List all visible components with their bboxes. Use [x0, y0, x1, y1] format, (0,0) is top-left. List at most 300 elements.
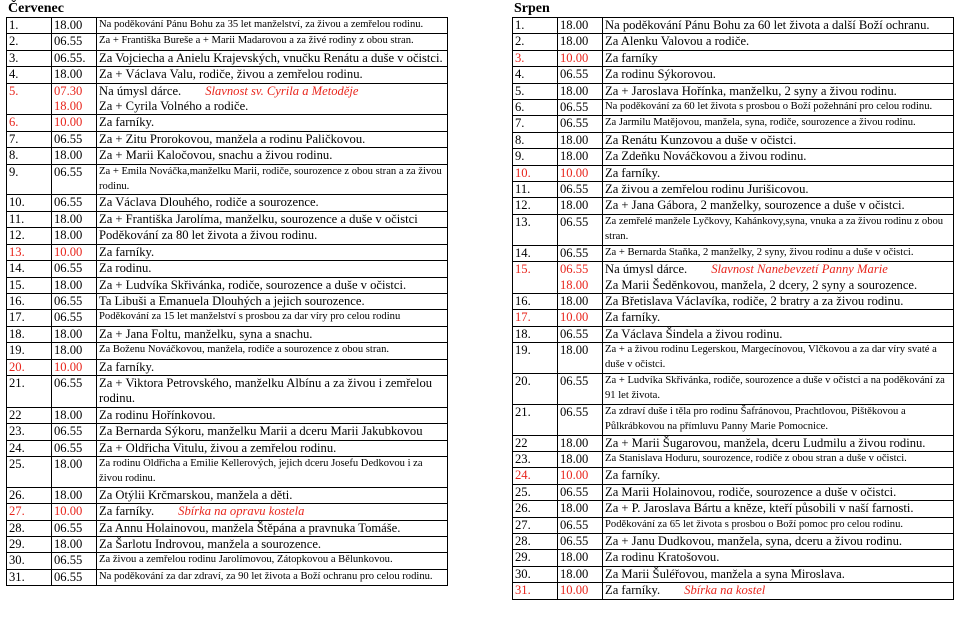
time-cell [558, 116, 603, 132]
intention-text: Na úmysl dárce. [99, 83, 182, 98]
day-cell: 30. [7, 553, 52, 569]
day-cell: 5. [513, 83, 558, 99]
time-cell [558, 245, 603, 261]
time-cell [52, 537, 97, 553]
time: 06.55 [54, 34, 83, 49]
feast-note: Sbírka na kostel [684, 583, 766, 598]
intention-text: Za + Václava Valu, rodiče, živou a zemřelou rodinu. [99, 67, 363, 82]
day-cell: 16. [513, 293, 558, 309]
intention-text: Za Václava Dlouhého, rodiče a sourozence. [99, 195, 319, 210]
time: 06.55 [560, 326, 589, 341]
table-row [7, 67, 448, 83]
table-row [513, 326, 954, 342]
table-row [513, 534, 954, 550]
time: 18.00 [560, 435, 589, 450]
time-cell [558, 67, 603, 83]
table-row [513, 435, 954, 451]
time-cell [558, 198, 603, 214]
table-row [513, 132, 954, 148]
time: 18.00 [560, 83, 589, 98]
day-cell: 23. [7, 424, 52, 440]
time-cell [52, 83, 97, 115]
time: 06.55 [560, 245, 589, 260]
time-cell [52, 343, 97, 359]
table-row [7, 277, 448, 293]
intention-text: Na úmysl dárce. [605, 262, 688, 277]
intention-text: Za farníky. [605, 468, 661, 483]
table-row [513, 310, 954, 326]
time: 18.00 [560, 566, 589, 581]
august-column [512, 0, 954, 600]
time: 06.55 [54, 440, 83, 455]
time: 06.55 [560, 404, 589, 419]
time: 18.00 [54, 211, 83, 226]
time: 18.00 [560, 293, 589, 308]
day-cell: 20. [7, 359, 52, 375]
intention-text: Za Jarmilu Matějovou, manžela, syna, rodiče, sourozence a živou rodinu. [605, 117, 916, 129]
intention-cell [97, 34, 448, 50]
july-column [6, 0, 448, 586]
time-cell [52, 520, 97, 536]
table-row [7, 115, 448, 131]
day-cell: 30. [513, 566, 558, 582]
time: 06.55 [560, 484, 589, 499]
intention-text: Za rodinu Sýkorovou. [605, 67, 716, 82]
time: 10.00 [54, 504, 83, 519]
time: 06.55 [54, 569, 83, 584]
time: 10.00 [560, 468, 589, 483]
intention-cell [97, 504, 448, 520]
time-cell [558, 566, 603, 582]
time-cell [52, 244, 97, 260]
time-cell [52, 407, 97, 423]
intention-cell [97, 67, 448, 83]
intention-cell [603, 132, 954, 148]
intention-text: Za + Ludvíka Skřivánka, rodiče, sourozence a duše v očistci. [99, 277, 407, 292]
intention-text: Za farníky. [605, 583, 661, 598]
day-cell: 18. [513, 326, 558, 342]
intention-cell [97, 131, 448, 147]
intention-text: Za Bernarda Sýkoru, manželku Marii a dceru Marii Jakubkovou [99, 424, 423, 439]
time-cell [558, 149, 603, 165]
intention-cell [97, 164, 448, 195]
intention-cell [97, 520, 448, 536]
time-cell [558, 534, 603, 550]
time: 06.55 [560, 67, 589, 82]
intention-text: Za Marii Holainovou, rodiče, sourozence a duše v očistci. [605, 484, 897, 499]
time: 18.00 [54, 18, 83, 32]
time-cell [558, 451, 603, 467]
time-cell [558, 132, 603, 148]
intention-cell [603, 262, 954, 294]
day-cell: 19. [7, 343, 52, 359]
intention-cell [603, 50, 954, 66]
intention-text: Na poděkování za dar zdraví, za 90 let života a Boží ochranu pro celou rodinu. [99, 570, 433, 582]
time-cell [52, 115, 97, 131]
time: 18.00 [54, 487, 83, 502]
intention-cell [603, 501, 954, 517]
intention-text: Za Otýlii Krčmarskou, manžela a děti. [99, 487, 293, 502]
time: 06.55 [54, 195, 83, 210]
table-row [7, 359, 448, 375]
intention-text: Za + Jana Foltu, manželku, syna a snachu. [99, 326, 313, 341]
intention-text: Poděkování za 65 let života s prosbou o Boží pomoc pro celou rodinu. [605, 518, 904, 530]
intention-cell [603, 293, 954, 309]
intention-text: Poděkování za 15 let manželství s prosbou za dar víry pro celou rodinu [99, 311, 401, 323]
time: 10.00 [560, 583, 589, 598]
time-cell [558, 34, 603, 50]
table-row [513, 100, 954, 116]
day-cell: 16. [7, 293, 52, 309]
day-cell: 27. [7, 504, 52, 520]
day-cell: 6. [513, 100, 558, 116]
month-heading: Červenec [8, 1, 64, 16]
intention-cell [603, 182, 954, 198]
day-cell: 5. [7, 83, 52, 115]
time-cell [52, 18, 97, 34]
intention-cell [603, 18, 954, 34]
intention-text: Za Renátu Kunzovou a duše v očistci. [605, 132, 797, 147]
time-cell [52, 148, 97, 164]
time: 18.00 [54, 228, 83, 243]
day-cell: 26. [513, 501, 558, 517]
time-cell [52, 456, 97, 487]
table-row [7, 261, 448, 277]
table-row [513, 343, 954, 374]
time-cell [558, 83, 603, 99]
time-cell [558, 404, 603, 435]
table-row [513, 468, 954, 484]
time: 18.00 [560, 198, 589, 213]
time-cell [52, 50, 97, 66]
day-cell: 24. [7, 440, 52, 456]
intention-cell [603, 198, 954, 214]
intention-text: Za Boženu Nováčkovou, manžela, rodiče a sourozence z obou stran. [99, 344, 390, 356]
intention-text: Za + Emila Nováčka,manželku Marii, rodiče, sourozence z obou stran a za živou rodinu. [99, 165, 442, 192]
table-row [513, 404, 954, 435]
time-cell [558, 484, 603, 500]
intention-cell [97, 343, 448, 359]
day-cell: 22 [7, 407, 52, 423]
time: 10.00 [54, 359, 83, 374]
table-row [513, 484, 954, 500]
table-row [7, 537, 448, 553]
day-cell: 8. [7, 148, 52, 164]
intention-text: Za + Janu Dudkovou, manžela, syna, dceru a živou rodinu. [605, 534, 903, 548]
table-row [7, 131, 448, 147]
intention-text: Za Stanislava Hoduru, sourozence, rodiče z obou stran a duše v očistci. [605, 452, 907, 464]
time: 18.00 [560, 343, 589, 358]
intention-cell [97, 18, 448, 34]
time: 06.55 [54, 310, 83, 325]
day-cell: 4. [513, 67, 558, 83]
time-cell [558, 550, 603, 566]
intention-text: Za + Marii Kaločovou, snachu a živou rodinu. [99, 148, 333, 163]
intention-text: Za Vojciecha a Anielu Krajevských, vnučku Renátu a duše v očistci. [99, 50, 443, 65]
intention-text: Za farníky. [605, 165, 661, 180]
intention-cell [97, 359, 448, 375]
time: 10.00 [560, 50, 589, 65]
table-row [7, 407, 448, 423]
time: 18.00 [560, 501, 589, 516]
time-cell [558, 583, 603, 599]
day-cell: 23. [513, 451, 558, 467]
day-cell: 14. [7, 261, 52, 277]
day-cell: 8. [513, 132, 558, 148]
table-row [513, 198, 954, 214]
day-cell: 29. [513, 550, 558, 566]
intention-cell [603, 67, 954, 83]
intention-text: Za + a živou rodinu Legerskou, Margecínovou, Vlčkovou a za dar víry svaté a duše v očistci. [605, 344, 937, 371]
day-cell: 18. [7, 326, 52, 342]
time: 06.55 [54, 375, 83, 390]
time: 18.00 [560, 18, 589, 32]
feast-note: Sbírka na opravu kostela [178, 504, 305, 519]
time-second: 18.00 [54, 99, 83, 114]
intention-cell [97, 211, 448, 227]
intention-cell [603, 326, 954, 342]
time: 18.00 [54, 456, 83, 471]
day-cell: 14. [513, 245, 558, 261]
intention-text: Za zdraví duše i těla pro rodinu Šafránovou, Prachtlovou, Pištěkovou a Půlkrábkovou na přímluvu Panny Marie Pomocnice. [605, 405, 906, 432]
time: 06.55 [560, 182, 589, 197]
day-cell: 2. [513, 34, 558, 50]
table-row [513, 245, 954, 261]
time-cell [558, 517, 603, 533]
day-cell: 22 [513, 435, 558, 451]
day-cell: 11. [513, 182, 558, 198]
day-cell: 31. [513, 583, 558, 599]
intention-cell [97, 569, 448, 585]
intention-text: Za + Františka Bureše a + Marii Madarovou a za živé rodiny z obou stran. [99, 35, 414, 47]
intention-text: Za + Ludvíka Skřivánka, rodiče, sourozence a duše v očistci a na poděkování za 91 let života. [605, 374, 945, 401]
day-cell: 10. [513, 165, 558, 181]
intention-cell [97, 148, 448, 164]
intention-text: Za farníky. [99, 244, 155, 259]
intention-text: Za + Marii Šugarovou, manžela, dceru Ludmilu a živou rodinu. [605, 435, 926, 450]
time-cell [52, 67, 97, 83]
table-row [7, 50, 448, 66]
time-cell [558, 165, 603, 181]
day-cell: 27. [513, 517, 558, 533]
table-row [513, 149, 954, 165]
time: 18.00 [560, 149, 589, 164]
intention-cell [97, 487, 448, 503]
intention-text: Za Břetislava Václavíka, rodiče, 2 bratry a za živou rodinu. [605, 293, 904, 308]
intention-cell [97, 195, 448, 211]
intention-cell [603, 83, 954, 99]
day-cell: 24. [513, 468, 558, 484]
time-cell [558, 18, 603, 34]
time: 06.55 [54, 164, 83, 179]
intention-cell [603, 566, 954, 582]
time-cell [52, 228, 97, 244]
day-cell: 4. [7, 67, 52, 83]
table-row [513, 50, 954, 66]
intention-cell [603, 404, 954, 435]
intention-cell [97, 456, 448, 487]
intention-cell [97, 375, 448, 407]
time: 06.55 [560, 373, 589, 388]
month-heading: Srpen [514, 1, 550, 16]
intention-cell [97, 310, 448, 326]
time: 06.55 [54, 520, 83, 535]
table-row [513, 293, 954, 309]
table-row [513, 34, 954, 50]
intention-text: Za Zdeňku Nováčkovou a živou rodinu. [605, 149, 807, 164]
time-cell [52, 359, 97, 375]
day-cell: 15. [513, 262, 558, 294]
intention-cell [97, 293, 448, 309]
intention-cell [603, 534, 954, 550]
time-cell [52, 131, 97, 147]
intention-cell [97, 83, 448, 115]
day-cell: 28. [7, 520, 52, 536]
intention-cell [603, 34, 954, 50]
time-cell [558, 100, 603, 116]
time: 18.00 [54, 148, 83, 163]
day-cell: 2. [7, 34, 52, 50]
intention-cell [97, 261, 448, 277]
table-row [7, 569, 448, 585]
day-cell: 10. [7, 195, 52, 211]
time-cell [558, 293, 603, 309]
intention-cell [603, 165, 954, 181]
table-row [513, 517, 954, 533]
intention-cell [97, 228, 448, 244]
day-cell: 9. [513, 149, 558, 165]
time-cell [52, 487, 97, 503]
time: 06.55 [54, 553, 83, 568]
day-cell: 9. [7, 164, 52, 195]
time-cell [52, 553, 97, 569]
table-row [7, 293, 448, 309]
time: 18.00 [54, 277, 83, 292]
time-cell [558, 310, 603, 326]
intention-text: Za farníky. [99, 115, 155, 130]
table-row [7, 164, 448, 195]
time-cell [558, 373, 603, 404]
table-row [7, 424, 448, 440]
time-cell [558, 501, 603, 517]
intention-text: Za farníky [605, 50, 658, 65]
intention-text: Za Marii Šuléřovou, manžela a syna Miroslava. [605, 566, 845, 581]
mass-intentions-table [6, 17, 448, 586]
table-row [513, 67, 954, 83]
day-cell: 15. [7, 277, 52, 293]
day-cell: 29. [7, 537, 52, 553]
day-cell: 1. [513, 18, 558, 34]
intention-cell [603, 583, 954, 599]
time: 18.00 [54, 67, 83, 82]
time: 18.00 [54, 537, 83, 551]
time-cell [52, 424, 97, 440]
time-cell [558, 326, 603, 342]
time: 06.55 [54, 293, 83, 308]
day-cell: 12. [513, 198, 558, 214]
table-row [7, 440, 448, 456]
intention-cell [603, 100, 954, 116]
table-row [7, 211, 448, 227]
table-row [513, 214, 954, 245]
intention-text: Za + Františka Jarolíma, manželku, sourozence a duše v očistci [99, 211, 418, 226]
intention-text: Na poděkování Pánu Bohu za 60 let života a další Boží ochranu. [605, 18, 930, 32]
time-cell [52, 164, 97, 195]
time-cell [52, 310, 97, 326]
feast-note: Slavnost Nanebevzetí Panny Marie [711, 262, 888, 277]
time-cell [558, 50, 603, 66]
table-row [7, 244, 448, 260]
day-cell: 11. [7, 211, 52, 227]
intention-text: Za + P. Jaroslava Bártu a kněze, kteří působili v naší farnosti. [605, 501, 914, 516]
day-cell: 13. [513, 214, 558, 245]
intention-text: Za farníky. [605, 310, 661, 325]
intention-text: Za farníky. [99, 359, 155, 374]
table-row [7, 553, 448, 569]
day-cell: 12. [7, 228, 52, 244]
day-cell: 28. [513, 534, 558, 550]
day-cell: 3. [513, 50, 558, 66]
time: 06.55 [560, 116, 589, 131]
feast-note: Slavnost sv. Cyrila a Metoděje [205, 83, 359, 98]
time: 06.55 [54, 424, 83, 439]
table-row [7, 326, 448, 342]
table-row [7, 34, 448, 50]
intention-text-second: Za Marii Šeděnkovou, manžela, 2 dcery, 2 syny a sourozence. [605, 277, 918, 292]
intention-text: Za rodinu Oldřicha a Emilie Kellerových, jejich dceru Josefu Dedkovou i za živou rodinu. [99, 457, 423, 484]
day-cell: 13. [7, 244, 52, 260]
intention-cell [603, 484, 954, 500]
day-cell: 25. [513, 484, 558, 500]
time: 06.55 [54, 131, 83, 146]
table-row [7, 504, 448, 520]
day-cell: 7. [513, 116, 558, 132]
intention-text: Za rodinu Kratošovou. [605, 550, 720, 565]
mass-intentions-table [512, 17, 954, 600]
intention-cell [603, 517, 954, 533]
time-cell [52, 277, 97, 293]
intention-cell [603, 149, 954, 165]
intention-text-second: Za + Cyrila Volného a rodiče. [99, 99, 249, 114]
intention-cell [603, 468, 954, 484]
intention-cell [97, 244, 448, 260]
table-row [513, 583, 954, 599]
intention-cell [97, 326, 448, 342]
time: 10.00 [560, 165, 589, 180]
table-row [513, 451, 954, 467]
time-cell [52, 195, 97, 211]
time: 06.55 [560, 214, 589, 229]
table-row [7, 375, 448, 407]
day-cell: 26. [7, 487, 52, 503]
intention-text: Za Annu Holainovou, manžela Štěpána a pravnuka Tomáše. [99, 520, 401, 535]
time: 18.00 [560, 34, 589, 49]
time-cell [558, 182, 603, 198]
intention-cell [603, 214, 954, 245]
time-cell [558, 214, 603, 245]
table-row [7, 148, 448, 164]
table-row [7, 520, 448, 536]
day-cell: 20. [513, 373, 558, 404]
time: 10.00 [54, 244, 83, 259]
intention-cell [603, 245, 954, 261]
time: 18.00 [54, 407, 83, 422]
intention-text: Poděkování za 80 let života a živou rodinu. [99, 228, 318, 243]
table-row [513, 566, 954, 582]
table-row [7, 487, 448, 503]
time-cell [52, 293, 97, 309]
intention-text: Za farníky. [99, 504, 155, 519]
